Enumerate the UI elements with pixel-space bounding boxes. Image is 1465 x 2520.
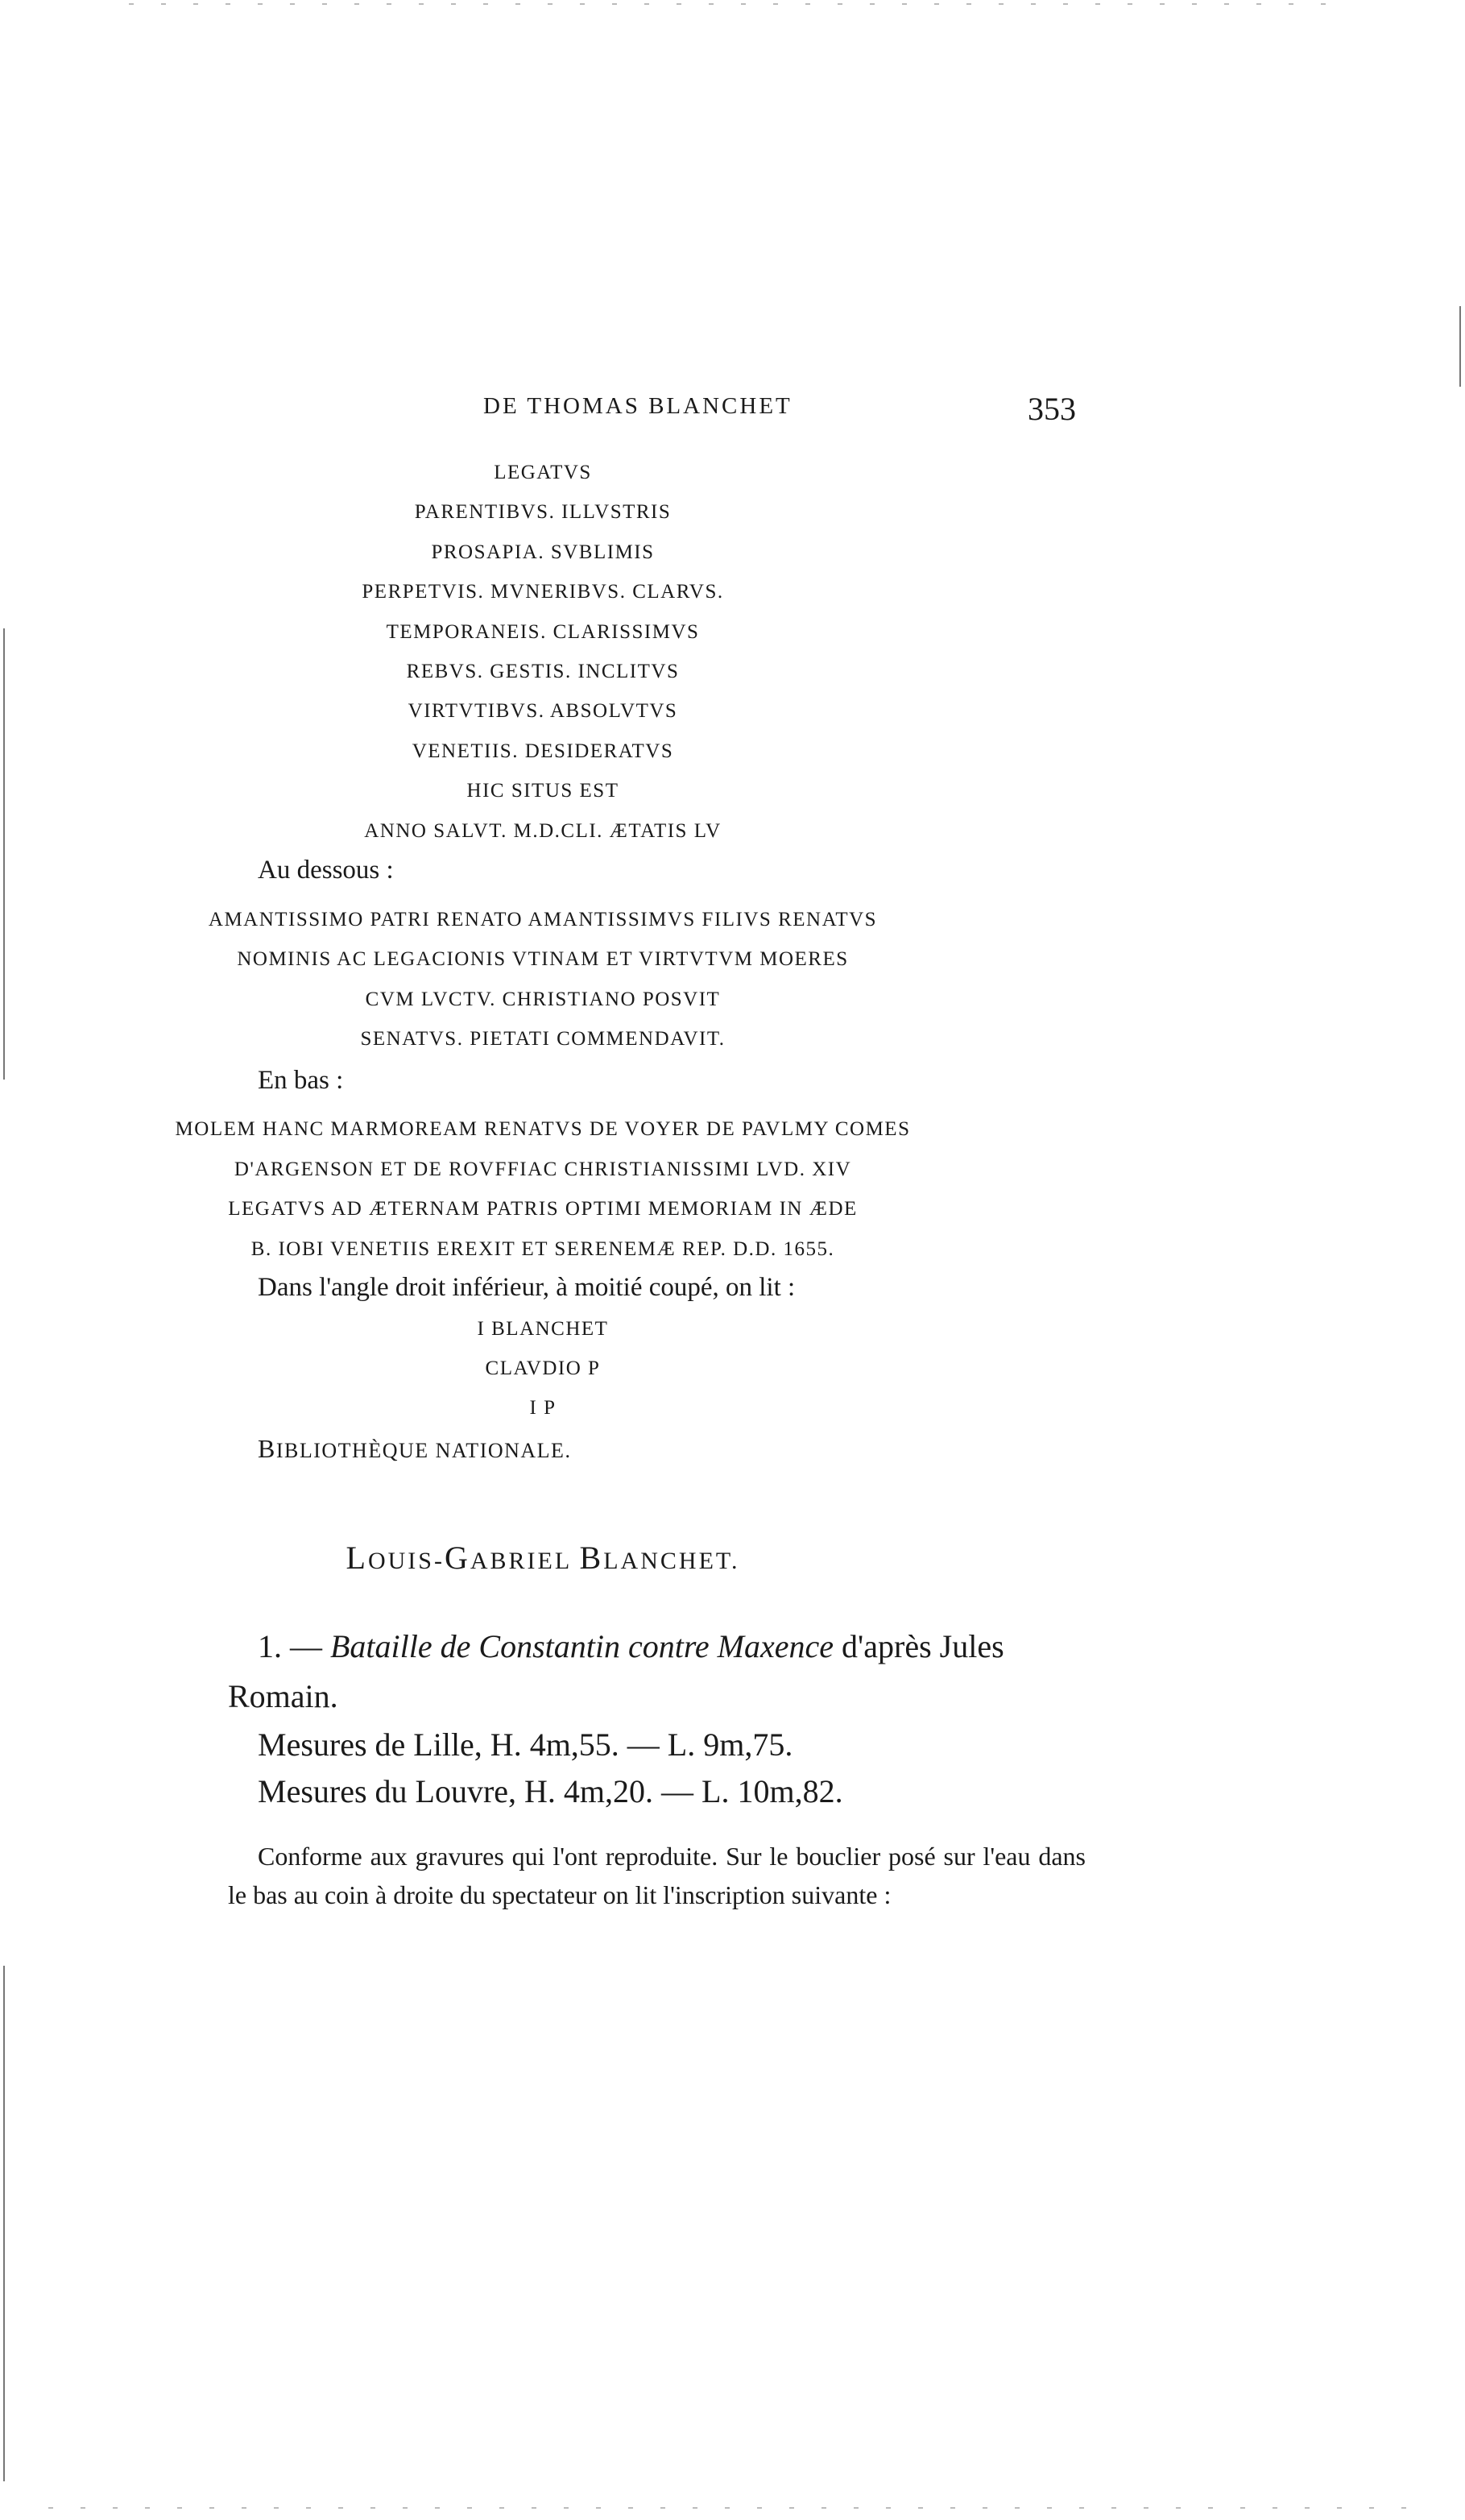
section-title-part: ABRIEL [470,1548,580,1574]
item-after: d'après Jules [834,1628,1004,1664]
bottom-line: LEGATVS AD ÆTERNAM PATRIS OPTIMI MEMORIAM IN ÆDE [228,1198,858,1220]
measure-louvre: Mesures du Louvre, H. 4m,20. — L. 10m,82. [258,1773,843,1809]
epitaph-line: PERPETVIS. MVNERIBVS. CLARVS. [362,581,724,603]
item-dash: — [282,1628,330,1664]
bottom-line: B. IOBI VENETIIS EREXIT ET SERENEMÆ REP. D.D. 1655. [250,1238,835,1260]
below-line: AMANTISSIMO PATRI RENATO AMANTISSIMVS FILIVS RENATVS [208,909,878,930]
library-line [258,1434,571,1464]
library-initial: B [258,1434,276,1463]
library-rest: IBLIOTHÈQUE NATIONALE. [275,1439,572,1462]
page-number: 353 [1028,391,1076,427]
section-title-part: LANCHET. [603,1548,740,1574]
item-number: 1. [258,1628,282,1664]
corner-line: I BLANCHET [477,1318,609,1340]
running-header-title: DE THOMAS BLANCHET [483,393,793,419]
epitaph-line: ANNO SALVT. M.D.CLI. ÆTATIS LV [364,820,722,842]
below-line: CVM LVCTV. CHRISTIANO POSVIT [365,989,721,1010]
epitaph-line: VIRTVTIBVS. ABSOLVTVS [408,700,678,722]
label-au-dessous: Au dessous : [258,856,394,885]
scan-margin-line-top [3,628,5,1080]
bottom-line: MOLEM HANC MARMOREAM RENATVS DE VOYER DE PAVLMY COMES [175,1118,911,1140]
below-line: SENATVS. PIETATI COMMENDAVIT. [360,1028,726,1050]
section-title-initial: G [444,1540,470,1576]
bottom-line: D'ARGENSON ET DE ROVFFIAC CHRISTIANISSIMI LVD. XIV [234,1158,852,1180]
item-heading [258,1627,1004,1665]
epitaph-line: REBVS. GESTIS. INCLITVS [406,661,680,682]
section-title-initial: B [579,1540,604,1576]
paragraph-text: Conforme aux gravures qui l'ont reproduite. Sur le bouclier posé sur l'eau dans le bas au coin à droite du spectateur on lit l'inscription suivante : [228,1842,1086,1909]
scan-edge-dots-bottom [48,2507,1417,2509]
epitaph-line: PARENTIBVS. ILLVSTRIS [414,501,672,523]
item-continuation: Romain. [228,1678,338,1714]
scan-margin-line-bottom [3,1966,5,2481]
scan-edge-dots-top [129,3,1337,5]
description-paragraph [228,1837,1086,1914]
corner-line: CLAVDIO P [485,1357,601,1379]
below-line: NOMINIS AC LEGACIONIS VTINAM ET VIRTVTVM MOERES [237,948,849,970]
section-title-initial: L [346,1540,368,1576]
epitaph-line: LEGATVS [494,462,592,483]
section-title-part: OUIS- [367,1548,445,1574]
epitaph-line: VENETIIS. DESIDERATVS [412,740,674,762]
measure-lille: Mesures de Lille, H. 4m,55. — L. 9m,75. [258,1726,793,1763]
scan-margin-line-right [1459,306,1461,387]
epitaph-line: PROSAPIA. SVBLIMIS [431,541,655,563]
corner-line: I P [529,1397,557,1419]
label-en-bas: En bas : [258,1066,344,1095]
epitaph-line: TEMPORANEIS. CLARISSIMVS [386,621,700,643]
item-title: Bataille de Constantin contre Maxence [330,1628,834,1664]
label-corner: Dans l'angle droit inférieur, à moitié coupé, on lit : [258,1273,796,1302]
section-title [0,1539,1086,1577]
epitaph-line: HIC SITUS EST [466,780,619,802]
